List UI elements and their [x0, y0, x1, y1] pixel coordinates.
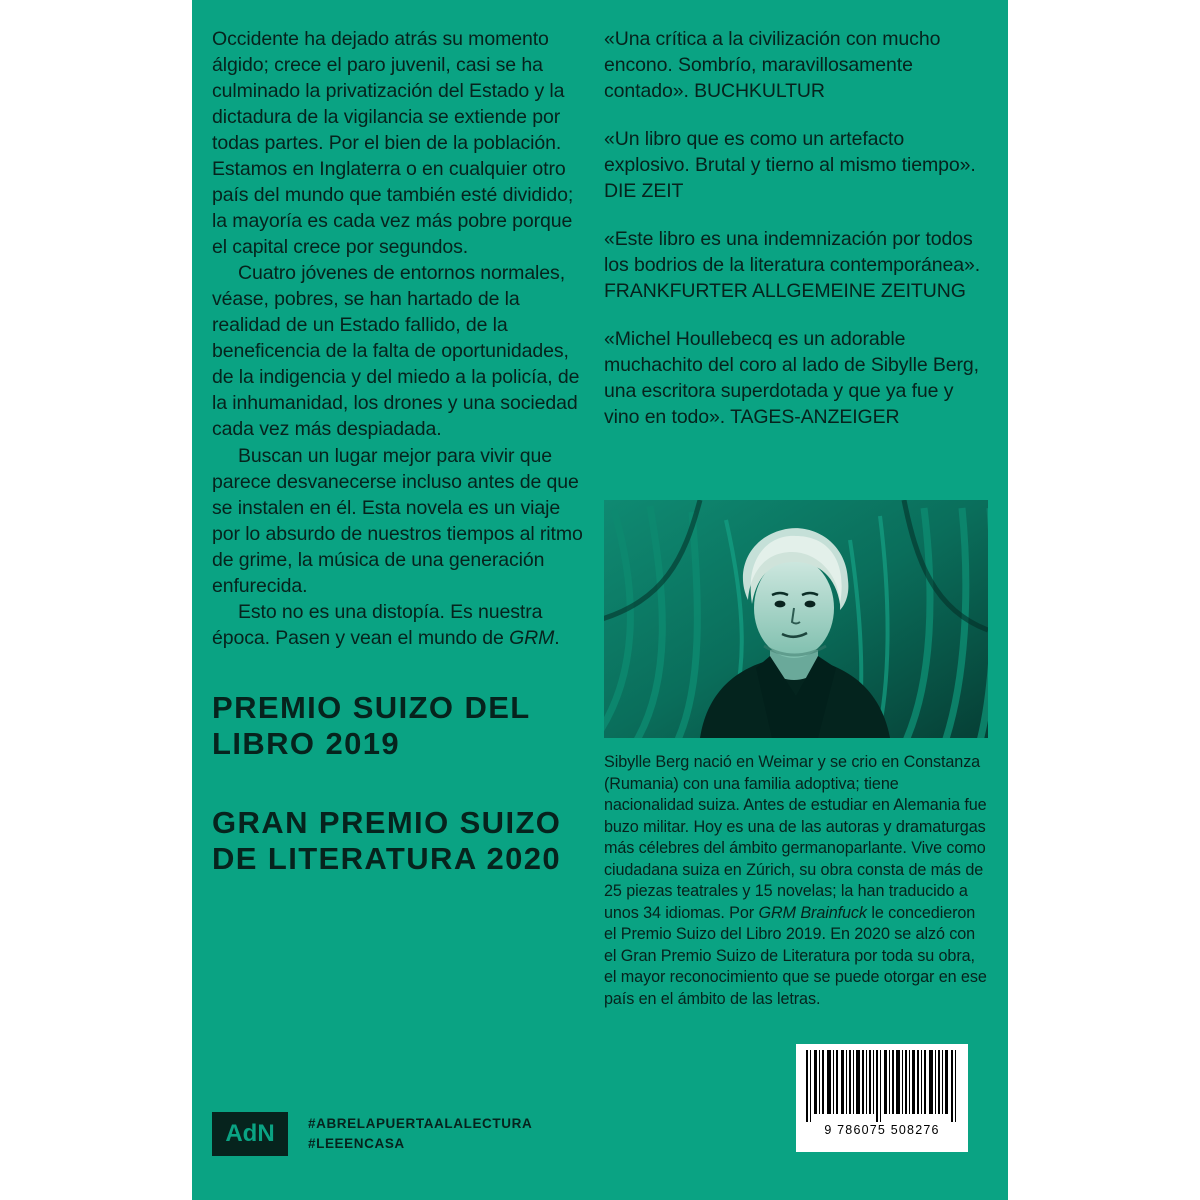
- press-quote-2: «Un libro que es como un artefacto explosivo. Brutal y tierno al mismo tiempo». DIE ZEIT: [604, 128, 976, 203]
- award-swiss-book-prize: PREMIO SUIZO DEL LIBRO 2019: [212, 690, 531, 762]
- press-quote-4: «Michel Houllebecq es un adorable muchachito del coro al lado de Sibylle Berg, una escritora superdotada y que ya fue y vino en todo». TAGES-ANZEIGER: [604, 328, 979, 429]
- press-quote-3: «Este libro es una indemnización por todos los bodrios de la literatura contemporánea». FRANKFURTER ALLGEMEINE ZEITUNG: [604, 228, 981, 303]
- hashtag-abrelapuerta: #ABRELAPUERTAALALECTURA: [308, 1115, 533, 1131]
- press-quote-1: «Una crítica a la civilización con mucho encono. Sombrío, maravillosamente contado». BUCHKULTUR: [604, 28, 941, 103]
- barcode-number: 9 786075 508276: [824, 1123, 940, 1137]
- barcode: [796, 1044, 968, 1152]
- award-grand-swiss-literature-prize: GRAN PREMIO SUIZO DE LITERATURA 2020: [212, 804, 562, 876]
- synopsis-paragraph-2: Cuatro jóvenes de entornos normales, véase, pobres, se han hartado de la realidad de un Estado fallido, de la beneficencia de la falta de oportunidades, de la indigencia y del miedo a la policía, de la inhumanidad, los drones y una sociedad cada vez más despiadada.: [212, 262, 580, 441]
- synopsis-column: [212, 26, 588, 651]
- publisher-logo: AdN: [212, 1112, 288, 1156]
- book-cover: [192, 0, 1008, 1200]
- barcode-bars: [804, 1050, 960, 1122]
- synopsis-paragraph-3: Buscan un lugar mejor para vivir que parece desvanecerse incluso antes de que se instalen en él. Esta novela es un viaje por lo absurdo de nuestros tiempos al ritmo de grime, la música de una generación enfurecida.: [212, 444, 583, 597]
- synopsis-paragraph-1: Occidente ha dejado atrás su momento álgido; crece el paro juvenil, casi se ha culminado la privatización del Estado y la dictadura de la vigilancia se extiende por todas partes. Por el bien de la población. Estamos en Inglaterra o en cualquier otro país del mundo que también esté dividido; la mayoría es cada vez más pobre porque el capital crece por segundos.: [212, 28, 574, 259]
- author-bio-text: Sibylle Berg nació en Weimar y se crio en Constanza (Rumania) con una familia adoptiva; tiene nacionalidad suiza. Antes de estudiar en Alemania fue buzo militar. Hoy es una de las autoras y dramaturgas más célebres del ámbito germanoparlante. Vive como ciudadana suiza en Zúrich, su obra consta de más de 25 piezas teatrales y 15 novelas; la han traducido a unos 34 idiomas. Por GRM Brainfuck le concedieron el Premio Suizo del Libro 2019. En 2020 se alzó con el Gran Premio Suizo de Literatura por toda su obra, el mayor reconocimiento que se puede otorgar en ese país en el ámbito de las letras.: [604, 753, 987, 1009]
- press-quotes-column: [604, 26, 988, 430]
- author-bio: [604, 752, 988, 1011]
- awards-block: [212, 690, 592, 877]
- publisher-hashtags: [308, 1114, 532, 1155]
- publisher-block: [212, 1112, 532, 1156]
- synopsis-paragraph-4: Esto no es una distopía. Es nuestra época. Pasen y vean el mundo de GRM.: [212, 600, 560, 649]
- portrait-illustration: [604, 500, 988, 738]
- hashtag-leeencasa: #LEEENCASA: [308, 1136, 405, 1151]
- author-portrait-photo: [604, 500, 988, 738]
